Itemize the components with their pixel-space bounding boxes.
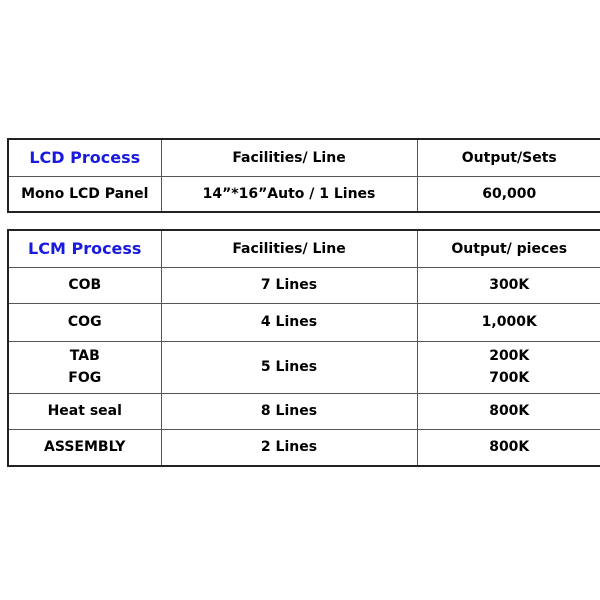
facilities-cell: 8 Lines (161, 393, 417, 429)
process-cell: Mono LCD Panel (8, 176, 161, 212)
process-cell: COG (8, 303, 161, 341)
process-label-fog: FOG (68, 370, 102, 386)
lcm-process-table (7, 229, 600, 467)
lcm-process-header: LCM Process (8, 230, 161, 267)
process-cell: ASSEMBLY (8, 429, 161, 466)
lcd-process-table (7, 138, 600, 213)
table-header-row (8, 230, 600, 267)
table-row (8, 341, 600, 393)
facilities-cell: 7 Lines (161, 267, 417, 303)
output-cell (417, 341, 600, 393)
output-cell: 1,000K (417, 303, 600, 341)
facilities-header: Facilities/ Line (161, 139, 417, 176)
output-value-fog: 700K (489, 370, 530, 386)
output-header: Output/ pieces (417, 230, 600, 267)
table-row (8, 176, 600, 212)
output-value-tab: 200K (489, 348, 530, 364)
output-cell: 800K (417, 393, 600, 429)
output-cell: 60,000 (417, 176, 600, 212)
table-row (8, 429, 600, 466)
table-row (8, 393, 600, 429)
output-cell: 300K (417, 267, 600, 303)
lcd-process-header: LCD Process (8, 139, 161, 176)
table-header-row (8, 139, 600, 176)
process-label-tab: TAB (69, 348, 100, 364)
table-row (8, 303, 600, 341)
table-row (8, 267, 600, 303)
facilities-header: Facilities/ Line (161, 230, 417, 267)
facilities-cell: 5 Lines (161, 341, 417, 393)
facilities-cell: 2 Lines (161, 429, 417, 466)
process-cell (8, 341, 161, 393)
output-cell: 800K (417, 429, 600, 466)
facilities-cell: 4 Lines (161, 303, 417, 341)
process-cell: COB (8, 267, 161, 303)
output-header: Output/Sets (417, 139, 600, 176)
facilities-cell: 14”*16”Auto / 1 Lines (161, 176, 417, 212)
process-cell: Heat seal (8, 393, 161, 429)
